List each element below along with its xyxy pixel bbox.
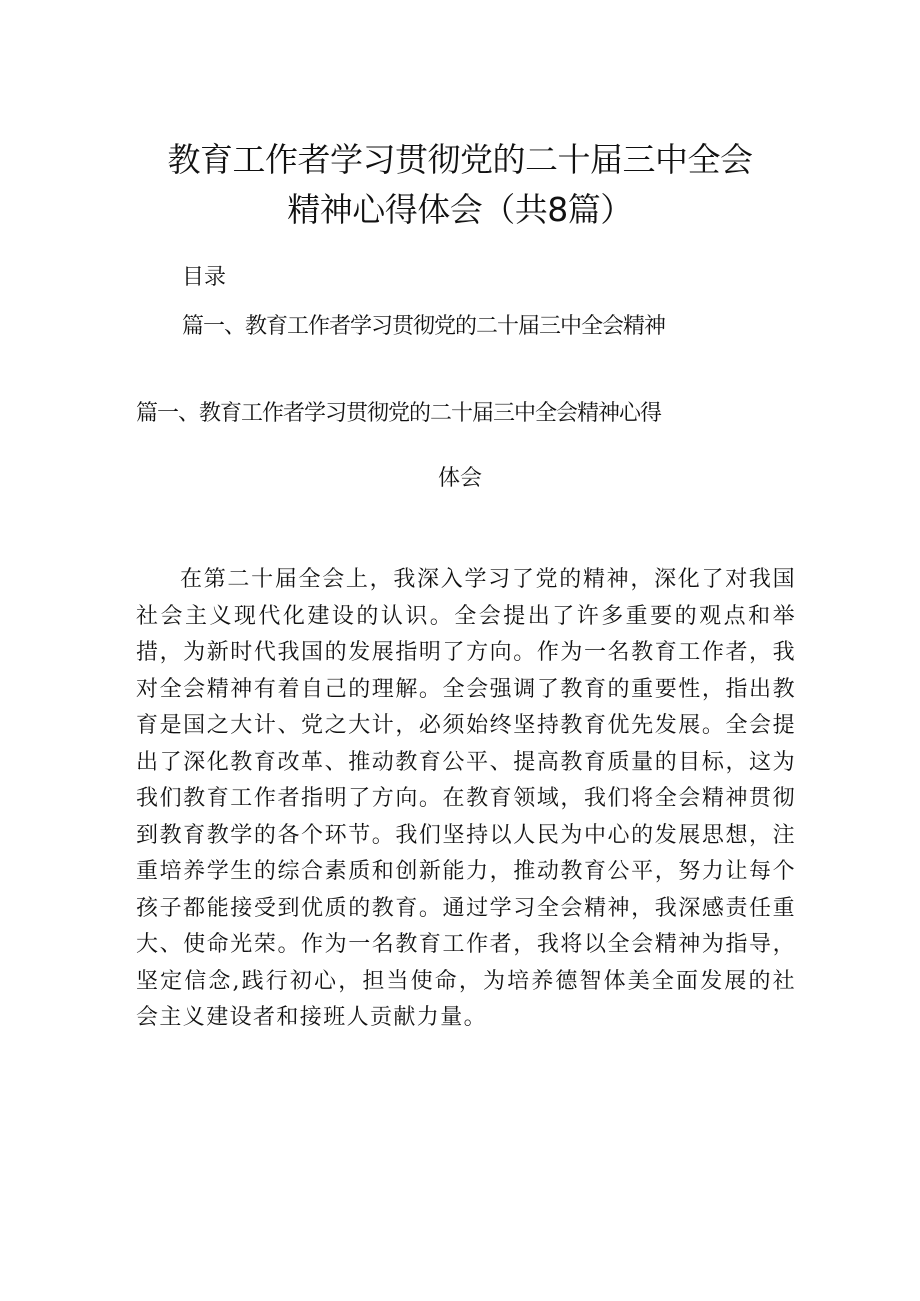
- body-paragraph: 在第二十届全会上，我深入学习了党的精神，深化了对我国社会主义现代化建设的认识。全会提出了许多重要的观点和举措，为新时代我国的发展指明了方向。作为一名教育工作者，我对全会精神有着自己的理解。全会强调了教育的重要性，指出教育是国之大计、党之大计，必须始终坚持教育优先发展。全会提出了深化教育改革、推动教育公平、提高教育质量的目标，这为我们教育工作者指明了方向。在教育领域，我们将全会精神贯彻到教育教学的各个环节。我们坚持以人民为中心的发展思想，注重培养学生的综合素质和创新能力，推动教育公平，努力让每个孩子都能接受到优质的教育。通过学习全会精神，我深感责任重大、使命光荣。作为一名教育工作者，我将以全会精神为指导，坚定信念,践行初心，担当使命，为培养德智体美全面发展的社会主义建设者和接班人贡献力量。: [136, 567, 796, 1030]
- document-title-line-2: 精神心得体会（共8篇）: [287, 190, 633, 229]
- toc-heading: 目录: [182, 265, 227, 290]
- section-heading-line-1: 篇一、教育工作者学习贯彻党的二十届三中全会精神心得: [136, 401, 662, 426]
- toc-entry-1[interactable]: 篇一、教育工作者学习贯彻党的二十届三中全会精神: [182, 314, 666, 339]
- section-heading-line-2: 体会: [437, 466, 482, 491]
- document-title-line-1: 教育工作者学习贯彻党的二十届三中全会: [167, 140, 753, 179]
